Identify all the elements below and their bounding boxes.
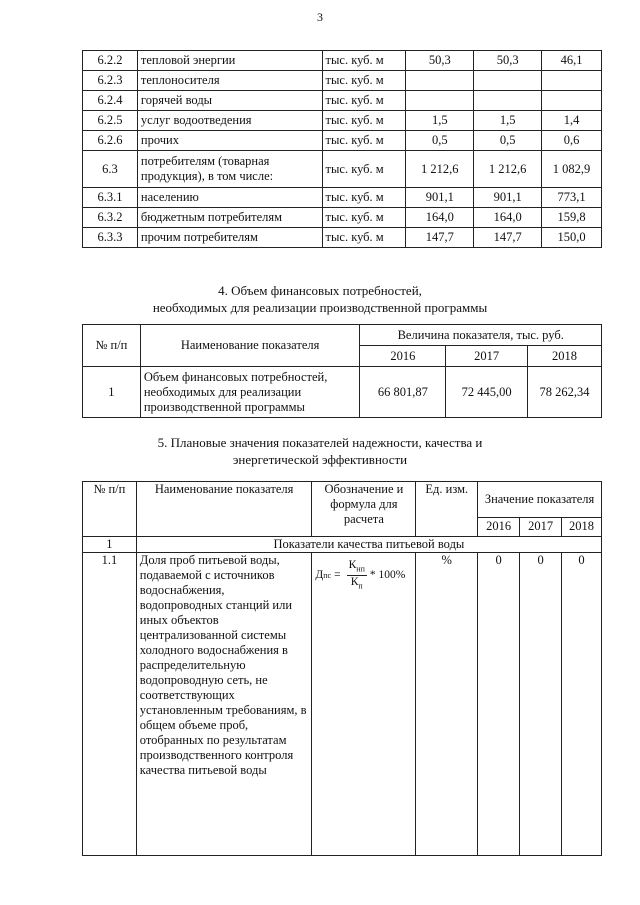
- table-row: [83, 188, 602, 208]
- row-name: теплоносителя: [137, 71, 322, 91]
- row-unit: тыс. куб. м: [322, 188, 406, 208]
- formula-denominator: [349, 576, 365, 592]
- table-row: [83, 91, 602, 111]
- header-year-2017: 2017: [446, 346, 528, 367]
- production-table: [82, 50, 602, 248]
- section5-title: [0, 434, 640, 468]
- row-num: 6.2.4: [83, 91, 138, 111]
- row-name: тепловой энергии: [137, 51, 322, 71]
- row-value-2016: 0: [478, 553, 520, 856]
- row-value-2018: 78 262,34: [528, 367, 602, 418]
- row-value-2017: 1 212,6: [474, 151, 542, 188]
- row-num: 1.1: [83, 553, 137, 856]
- row-name: прочим потребителям: [137, 228, 322, 248]
- section4-title-line2: необходимых для реализации производственной программы: [152, 300, 488, 315]
- header-year-2016: 2016: [360, 346, 446, 367]
- header-name: Наименование показателя: [136, 482, 312, 537]
- row-value-2016: 901,1: [406, 188, 474, 208]
- row-value-2016: 50,3: [406, 51, 474, 71]
- row-name: потребителям (товарная продукция), в том числе:: [137, 151, 322, 188]
- formula-fraction: [347, 559, 367, 593]
- row-num: 6.2.6: [83, 131, 138, 151]
- row-name: населению: [137, 188, 322, 208]
- header-formula: Обозначение и формула для расчета: [312, 482, 416, 537]
- row-unit: тыс. куб. м: [322, 51, 406, 71]
- row-num: 6.3: [83, 151, 138, 188]
- row-value-2017: 164,0: [474, 208, 542, 228]
- row-value-2018: 1,4: [542, 111, 602, 131]
- row-value-2016: 1 212,6: [406, 151, 474, 188]
- header-name: Наименование показателя: [140, 325, 360, 367]
- table-row: [83, 111, 602, 131]
- row-value-2018: 150,0: [542, 228, 602, 248]
- row-value-2017: 0: [520, 553, 562, 856]
- row-value-2018: [542, 91, 602, 111]
- row-value-2018: 1 082,9: [542, 151, 602, 188]
- row-name: услуг водоотведения: [137, 111, 322, 131]
- row-value-2018: 46,1: [542, 51, 602, 71]
- header-year-2016: 2016: [478, 517, 520, 536]
- row-unit: %: [416, 553, 478, 856]
- row-value-2016: [406, 71, 474, 91]
- row-unit: тыс. куб. м: [322, 151, 406, 188]
- table-row: [83, 71, 602, 91]
- row-value-2016: 1,5: [406, 111, 474, 131]
- row-name: прочих: [137, 131, 322, 151]
- row-name: Объем финансовых потребностей, необходимых для реализации производственной программы: [140, 367, 360, 418]
- header-value: Значение показателя: [478, 482, 602, 518]
- row-num: 6.3.1: [83, 188, 138, 208]
- row-value-2017: 901,1: [474, 188, 542, 208]
- row-name: горячей воды: [137, 91, 322, 111]
- row-num: 6.2.3: [83, 71, 138, 91]
- row-value-2018: [542, 71, 602, 91]
- row-unit: тыс. куб. м: [322, 131, 406, 151]
- row-num: 1: [83, 367, 141, 418]
- table-row: [83, 51, 602, 71]
- financial-needs-table: [82, 324, 602, 418]
- row-value-2017: 147,7: [474, 228, 542, 248]
- row-value-2017: 1,5: [474, 111, 542, 131]
- formula-lhs-sub: пс: [323, 571, 332, 581]
- row-value-2017: 0,5: [474, 131, 542, 151]
- page-number: 3: [317, 10, 323, 24]
- header-unit: Ед. изм.: [416, 482, 478, 537]
- formula-numerator: [347, 559, 367, 576]
- header-year-2018: 2018: [562, 517, 602, 536]
- row-value-2018: 773,1: [542, 188, 602, 208]
- header-num: № п/п: [83, 325, 141, 367]
- formula-lhs: Д: [315, 569, 324, 582]
- row-unit: тыс. куб. м: [322, 71, 406, 91]
- quality-indicators-table: [82, 481, 602, 856]
- section4-title-line1: 4. Объем финансовых потребностей,: [218, 283, 422, 298]
- row-value-2016: 66 801,87: [360, 367, 446, 418]
- header-year-2018: 2018: [528, 346, 602, 367]
- row-value-2017: [474, 91, 542, 111]
- row-value-2017: 72 445,00: [446, 367, 528, 418]
- row-name: бюджетным потребителям: [137, 208, 322, 228]
- table-row: [83, 208, 602, 228]
- row-value-2018: 0: [562, 553, 602, 856]
- group-num: 1: [83, 537, 137, 553]
- row-num: 6.3.2: [83, 208, 138, 228]
- row-unit: тыс. куб. м: [322, 208, 406, 228]
- header-year-2017: 2017: [520, 517, 562, 536]
- row-value-2017: 50,3: [474, 51, 542, 71]
- section5-title-line1: 5. Плановые значения показателей надежности, качества и: [157, 435, 483, 450]
- table-row: [83, 228, 602, 248]
- row-num: 6.3.3: [83, 228, 138, 248]
- formula-tail: * 100%: [369, 569, 406, 582]
- table-row: [83, 131, 602, 151]
- group-title: Показатели качества питьевой воды: [136, 537, 601, 553]
- row-num: 6.2.5: [83, 111, 138, 131]
- formula-den-sub: п: [358, 581, 363, 591]
- formula-eq: =: [334, 569, 341, 582]
- row-value-2016: 0,5: [406, 131, 474, 151]
- row-value-2016: 164,0: [406, 208, 474, 228]
- row-unit: тыс. куб. м: [322, 91, 406, 111]
- formula: [315, 559, 405, 593]
- header-num: № п/п: [83, 482, 137, 537]
- row-unit: тыс. куб. м: [322, 111, 406, 131]
- row-formula: [312, 553, 416, 856]
- formula-num-letter: К: [348, 559, 357, 571]
- row-num: 6.2.2: [83, 51, 138, 71]
- formula-num-sub: нп: [356, 564, 365, 574]
- table-row: [83, 151, 602, 188]
- row-value-2018: 159,8: [542, 208, 602, 228]
- row-name: Доля проб питьевой воды, подаваемой с источников водоснабжения, водопроводных станций или иных объектов централизованной системы холодного водоснабжения в распределительную водопроводную сеть, не соответствующих установленным требованиям, в общем объеме проб, отобранных по результатам производственного контроля качества питьевой воды: [136, 553, 312, 856]
- row-value-2018: 0,6: [542, 131, 602, 151]
- section5-title-line2: энергетической эффективности: [232, 452, 408, 467]
- row-value-2016: [406, 91, 474, 111]
- header-value: Величина показателя, тыс. руб.: [360, 325, 602, 346]
- section4-title: [0, 282, 640, 316]
- row-unit: тыс. куб. м: [322, 228, 406, 248]
- formula-den-letter: К: [350, 576, 359, 589]
- row-value-2017: [474, 71, 542, 91]
- row-value-2016: 147,7: [406, 228, 474, 248]
